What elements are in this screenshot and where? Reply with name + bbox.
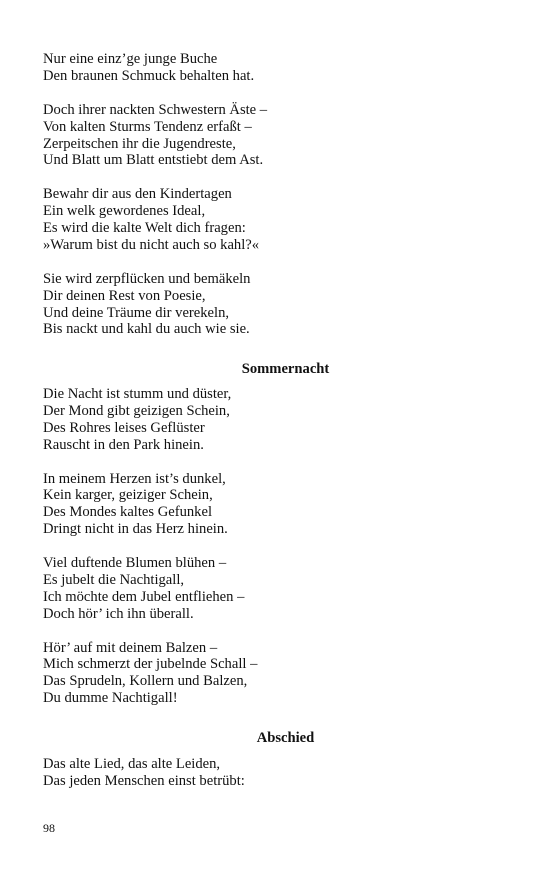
verse-line: Zerpeitschen ihr die Jugendreste,	[43, 135, 236, 152]
verse-line: Doch ihrer nackten Schwestern Äste –	[43, 101, 268, 118]
verse-line: Hör’ auf mit deinem Balzen –	[43, 639, 218, 656]
verse-line: Rauscht in den Park hinein.	[43, 436, 204, 453]
stanza	[43, 756, 503, 790]
verse-line: Es wird die kalte Welt dich fragen:	[43, 220, 246, 237]
verse-line: Nur eine einz’ge junge Buche	[43, 51, 218, 67]
stanza	[43, 386, 503, 454]
verse-line: Kein karger, geiziger Schein,	[43, 487, 213, 504]
verse-line: Die Nacht ist stumm und düster,	[43, 386, 232, 402]
stanza	[43, 51, 503, 85]
verse-line: Ich möchte dem Jubel entfliehen –	[43, 588, 245, 605]
verse-line: Das Sprudeln, Kollern und Balzen,	[43, 673, 248, 690]
verse-line: Und deine Träume dir verekeln,	[43, 304, 230, 321]
verse-line: Es jubelt die Nachtigall,	[43, 571, 185, 588]
poem-abschied	[43, 756, 503, 790]
verse-line: Doch hör’ ich ihn überall.	[43, 605, 194, 622]
stanza	[43, 555, 503, 623]
stanza	[43, 471, 503, 539]
verse-line: Mich schmerzt der jubelnde Schall –	[43, 656, 258, 673]
verse-line: Dringt nicht in das Herz hinein.	[43, 521, 228, 538]
verse-line: Bewahr dir aus den Kindertagen	[43, 186, 232, 203]
verse-line: Der Mond gibt geizigen Schein,	[43, 402, 230, 419]
verse-line: Und Blatt um Blatt entstiebt dem Ast.	[43, 152, 264, 169]
stanza	[43, 186, 503, 254]
poem-title-sommernacht: Sommernacht	[241, 361, 330, 377]
verse-line: Von kalten Sturms Tendenz erfaßt –	[43, 118, 252, 135]
page-number: 98	[43, 821, 55, 835]
verse-line: Des Rohres leises Geflüster	[43, 419, 205, 436]
verse-line: Ein welk gewordenes Ideal,	[43, 203, 206, 220]
verse-line: Des Mondes kaltes Gefunkel	[43, 504, 213, 521]
poem-sommernacht	[43, 386, 503, 707]
verse-line: In meinem Herzen ist’s dunkel,	[43, 470, 226, 487]
stanza	[43, 640, 503, 708]
verse-line: »Warum bist du nicht auch so kahl?«	[43, 236, 260, 253]
verse-line: Das alte Lied, das alte Leiden,	[43, 756, 221, 772]
verse-line: Dir deinen Rest von Poesie,	[43, 287, 206, 304]
verse-line: Den braunen Schmuck behalten hat.	[43, 67, 255, 84]
verse-line: Du dumme Nachtigall!	[43, 690, 178, 707]
poem-title-abschied: Abschied	[256, 730, 315, 746]
verse-line: Sie wird zerpflücken und bemäkeln	[43, 270, 251, 287]
verse-line: Viel duftende Blumen blühen –	[43, 555, 227, 572]
verse-line: Das jeden Menschen einst betrübt:	[43, 772, 245, 789]
poem-continuation	[43, 51, 503, 338]
stanza	[43, 102, 503, 170]
verse-line: Bis nackt und kahl du auch wie sie.	[43, 321, 250, 338]
stanza	[43, 271, 503, 339]
